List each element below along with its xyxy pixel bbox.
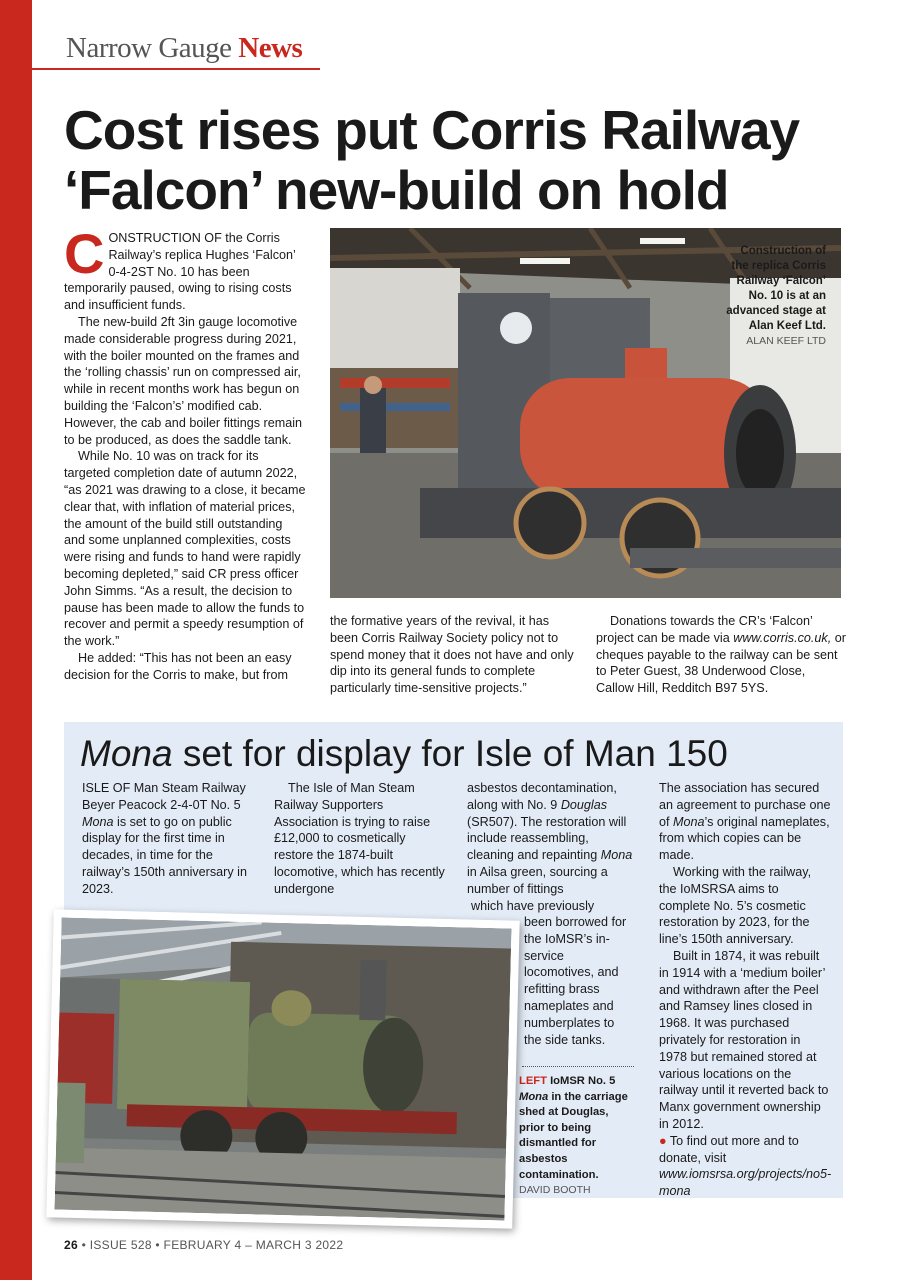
mona-paragraph-4 (659, 780, 831, 864)
article-paragraph-6 (596, 613, 846, 697)
mona-title-rest: set for display for Isle of Man 150 (172, 733, 728, 774)
mona-p3-b: (SR507). The restoration will include reassembling, cleaning and repainting (467, 814, 627, 863)
mona-box-title (80, 732, 728, 776)
caption-divider (522, 1066, 634, 1067)
mona-caption-label: LEFT (519, 1075, 547, 1087)
article-column-3 (596, 613, 846, 697)
mona-photo-credit: DAVID BOOTH (519, 1184, 591, 1197)
page-footer (64, 1238, 343, 1252)
iomsrsa-website-link[interactable]: www.iomsrsa.org/projects/no5-mona (659, 1167, 832, 1199)
section-rule (32, 68, 320, 70)
falcon-photo-caption (720, 244, 826, 349)
mona-photo-illustration (55, 918, 512, 1221)
mona-p3-a: asbestos decontamination, along with No. 9 (467, 781, 617, 812)
section-heading-news: News (238, 32, 303, 64)
mona-column-3 (467, 780, 639, 898)
mona-p1-end: is set to go on public display for the first time in decades, in time for the railway’s 150th anniversary in 2023. (82, 814, 247, 896)
article-paragraph-4: He added: “This has not been an easy decision for the Corris to make, but from (64, 650, 292, 682)
issue-info: • ISSUE 528 • FEBRUARY 4 – MARCH 3 2022 (77, 1238, 344, 1252)
mona-p3-e: been borrowed for the IoMSR’s in-service locomotives, and refitting brass nameplates and numberplates to the side tanks. (524, 915, 627, 1047)
headline (64, 100, 864, 220)
mona-paragraph-1 (82, 780, 254, 898)
bullet-icon: ● (659, 1133, 667, 1148)
mona-paragraph-7 (659, 1133, 831, 1200)
mona-p4-italic: Mona (673, 814, 705, 829)
mona-caption-a: IoMSR No. 5 (546, 1075, 616, 1087)
mona-p3-d: which have previously (471, 899, 595, 913)
mona-column-4 (659, 780, 831, 1200)
mona-column-1 (82, 780, 254, 898)
mona-photo-frame (46, 909, 519, 1228)
article-paragraph-2: The new-build 2ft 3in gauge locomotive made considerable progress during 2021, with the boiler mounted on the frames and the ‘rolling chassis’ run on compressed air, while in recent months work has begun on building the ‘Falcon’s’ modified cab. However, the cab and boiler fittings remain to be produced, as does the saddle tank. (64, 314, 303, 447)
mona-photo-caption (519, 1074, 637, 1199)
article-column-1 (64, 222, 306, 684)
drop-cap: C (64, 222, 105, 285)
mona-p4-start: The association has secured an agreement to purchase one of (659, 781, 831, 829)
mona-p3-mona: Mona (600, 848, 633, 863)
donation-text-start: Donations towards the CR’s ‘Falcon’ project can be made via (596, 614, 813, 645)
mona-p1-italic: Mona (82, 814, 114, 829)
donation-text-end: or cheques payable to the railway can be sent to Peter Guest, 38 Underwood Close, Callow Hill, Redditch B97 5YS. (596, 630, 846, 696)
mona-p3-c: in Ailsa green, sourcing a number of fittings (467, 864, 608, 896)
headline-line-1: Cost rises put Corris Railway (64, 99, 800, 161)
mona-caption-italic: Mona (519, 1090, 549, 1103)
mona-column-2 (274, 780, 446, 898)
mona-p3-douglas: Douglas (560, 797, 608, 812)
mona-paragraph-6: Built in 1874, it was rebuilt in 1914 with a ‘medium boiler’ and withdrawn after the Peel and Ramsey lines closed in 1968. It was purchased privately for restoration in 1978 but remained stored at various locations on the railway until it reverted back to Manx government ownership in 2012. (659, 948, 829, 1131)
mona-paragraph-2: The Isle of Man Steam Railway Supporters Association is trying to raise £12,000 to cosmetically restore the 1874-built locomotive, which has recently undergone (274, 781, 445, 896)
section-heading-prefix: Narrow Gauge (66, 32, 239, 64)
section-heading (66, 34, 302, 63)
article-column-2 (330, 613, 580, 697)
article-paragraph-1-text: ONSTRUCTION OF the Corris Railway’s replica Hughes ‘Falcon’ 0-4-2ST No. 10 has been temporarily paused, owing to rising costs and insufficient funds. (64, 231, 296, 313)
headline-line-2: ‘Falcon’ new-build on hold (64, 159, 729, 221)
mona-p1-start: ISLE OF Man Steam Railway Beyer Peacock 2-4-0T No. 5 (82, 781, 246, 812)
mona-locomotive-photo (55, 918, 512, 1221)
mona-p7-text: To find out more and to donate, visit (659, 1133, 799, 1165)
article-paragraph-3: While No. 10 was on track for its targeted completion date of autumn 2022, “as 2021 was drawing to a close, it became clear that, with inflation of material prices, the amount of the build still outstanding and some unplanned complexities, costs were rising and funds to hand were rapidly becoming depleted,” said CR press officer John Simms. “As a result, the decision to pause has been made to allow the funds to recover and permit a speedy resumption of the work.” (64, 449, 306, 649)
falcon-photo-caption-text: Construction of the replica Corris Railway ‘Falcon’ No. 10 is at an advanced stage at Alan Keef Ltd. (726, 245, 826, 332)
mona-paragraph-5: Working with the railway, the IoMSRSA aims to complete No. 5’s cosmetic restoration by 2023, for the line’s 150th anniversary. (659, 864, 812, 947)
mona-p4-end: ’s original nameplates, from which copies can be made. (659, 814, 830, 863)
falcon-photo-credit: ALAN KEEF LTD (746, 335, 826, 347)
article-paragraph-5: the formative years of the revival, it has been Corris Railway Society policy not to spend money that it does not have and only dip into its general funds to complete particularly time-sensitive projects.” (330, 614, 574, 696)
mona-caption-b: in the carriage shed at Douglas, prior to being dismantled for asbestos contamination. (519, 1090, 628, 1181)
page-number: 26 (64, 1238, 78, 1252)
article-paragraph-1 (64, 222, 306, 314)
corris-website-link[interactable]: www.corris.co.uk, (733, 630, 832, 645)
mona-paragraph-3 (467, 780, 639, 898)
mona-column-3-narrow (524, 914, 634, 1048)
mona-column-3-wrap-line (471, 898, 611, 915)
mona-title-italic: Mona (80, 733, 173, 774)
edge-color-bar (0, 0, 32, 1280)
